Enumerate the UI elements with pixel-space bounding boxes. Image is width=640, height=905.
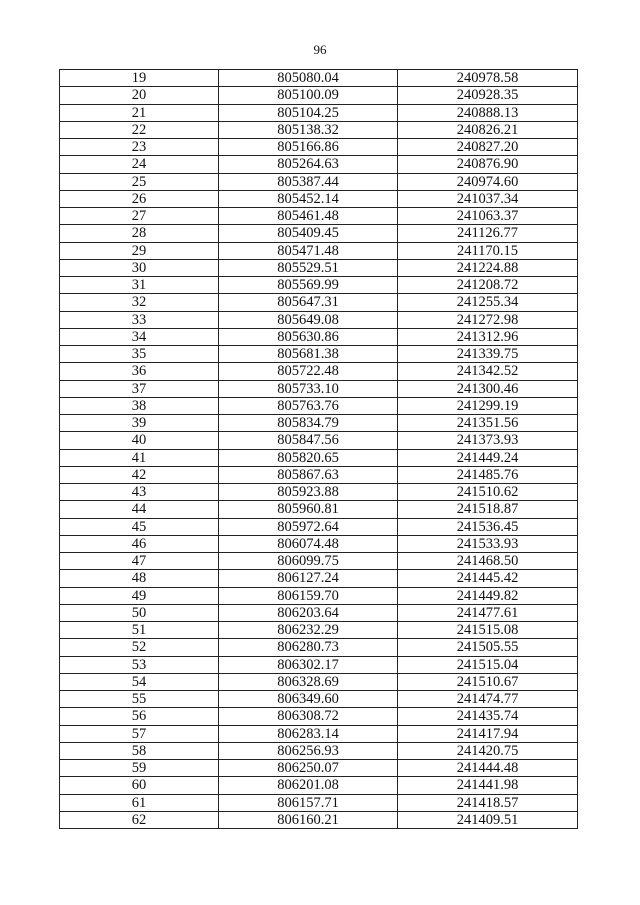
table-row [60,570,578,587]
y-coordinate-cell: 241420.75 [398,742,578,759]
y-coordinate-cell: 241444.48 [398,760,578,777]
x-coordinate-cell: 806074.48 [219,535,398,552]
table-row [60,725,578,742]
table-row [60,139,578,156]
point-number-cell: 41 [60,449,219,466]
table-row [60,742,578,759]
point-number-cell: 30 [60,259,219,276]
y-coordinate-cell: 241505.55 [398,639,578,656]
x-coordinate-cell: 805681.38 [219,346,398,363]
y-coordinate-cell: 241468.50 [398,553,578,570]
x-coordinate-cell: 806159.70 [219,587,398,604]
y-coordinate-cell: 241342.52 [398,363,578,380]
y-coordinate-cell: 241536.45 [398,518,578,535]
y-coordinate-cell: 241255.34 [398,294,578,311]
y-coordinate-cell: 240888.13 [398,104,578,121]
y-coordinate-cell: 241409.51 [398,811,578,828]
table-row [60,794,578,811]
x-coordinate-cell: 805649.08 [219,311,398,328]
x-coordinate-cell: 806127.24 [219,570,398,587]
table-row [60,656,578,673]
x-coordinate-cell: 806328.69 [219,673,398,690]
point-number-cell: 56 [60,708,219,725]
x-coordinate-cell: 805867.63 [219,466,398,483]
x-coordinate-cell: 805100.09 [219,87,398,104]
point-number-cell: 20 [60,87,219,104]
point-number-cell: 50 [60,604,219,621]
x-coordinate-cell: 806099.75 [219,553,398,570]
point-number-cell: 29 [60,242,219,259]
coordinates-table-body [60,70,578,829]
table-row [60,156,578,173]
point-number-cell: 31 [60,277,219,294]
table-row [60,277,578,294]
x-coordinate-cell: 805461.48 [219,208,398,225]
y-coordinate-cell: 240826.21 [398,121,578,138]
x-coordinate-cell: 806157.71 [219,794,398,811]
y-coordinate-cell: 241300.46 [398,380,578,397]
table-row [60,397,578,414]
table-row [60,208,578,225]
x-coordinate-cell: 805471.48 [219,242,398,259]
y-coordinate-cell: 241170.15 [398,242,578,259]
x-coordinate-cell: 806203.64 [219,604,398,621]
x-coordinate-cell: 805630.86 [219,328,398,345]
y-coordinate-cell: 241449.24 [398,449,578,466]
x-coordinate-cell: 806302.17 [219,656,398,673]
x-coordinate-cell: 806232.29 [219,622,398,639]
point-number-cell: 60 [60,777,219,794]
table-row [60,363,578,380]
table-row [60,432,578,449]
x-coordinate-cell: 805763.76 [219,397,398,414]
point-number-cell: 36 [60,363,219,380]
point-number-cell: 54 [60,673,219,690]
table-row [60,673,578,690]
table-row [60,259,578,276]
table-row [60,587,578,604]
point-number-cell: 21 [60,104,219,121]
point-number-cell: 43 [60,484,219,501]
point-number-cell: 49 [60,587,219,604]
point-number-cell: 33 [60,311,219,328]
x-coordinate-cell: 806201.08 [219,777,398,794]
x-coordinate-cell: 805820.65 [219,449,398,466]
x-coordinate-cell: 805409.45 [219,225,398,242]
x-coordinate-cell: 805960.81 [219,501,398,518]
y-coordinate-cell: 241477.61 [398,604,578,621]
table-row [60,242,578,259]
y-coordinate-cell: 240928.35 [398,87,578,104]
x-coordinate-cell: 805080.04 [219,70,398,87]
table-row [60,415,578,432]
y-coordinate-cell: 241485.76 [398,466,578,483]
table-row [60,760,578,777]
point-number-cell: 34 [60,328,219,345]
table-row [60,104,578,121]
y-coordinate-cell: 241441.98 [398,777,578,794]
table-row [60,225,578,242]
x-coordinate-cell: 805923.88 [219,484,398,501]
x-coordinate-cell: 805847.56 [219,432,398,449]
y-coordinate-cell: 240978.58 [398,70,578,87]
point-number-cell: 22 [60,121,219,138]
y-coordinate-cell: 241224.88 [398,259,578,276]
y-coordinate-cell: 241417.94 [398,725,578,742]
table-row [60,622,578,639]
y-coordinate-cell: 241351.56 [398,415,578,432]
x-coordinate-cell: 806280.73 [219,639,398,656]
point-number-cell: 61 [60,794,219,811]
x-coordinate-cell: 806349.60 [219,691,398,708]
point-number-cell: 27 [60,208,219,225]
table-row [60,535,578,552]
x-coordinate-cell: 805529.51 [219,259,398,276]
table-row [60,484,578,501]
y-coordinate-cell: 241208.72 [398,277,578,294]
table-row [60,639,578,656]
table-row [60,380,578,397]
x-coordinate-cell: 805104.25 [219,104,398,121]
x-coordinate-cell: 805834.79 [219,415,398,432]
table-row [60,294,578,311]
table-row [60,466,578,483]
y-coordinate-cell: 241449.82 [398,587,578,604]
point-number-cell: 45 [60,518,219,535]
x-coordinate-cell: 806250.07 [219,760,398,777]
y-coordinate-cell: 241063.37 [398,208,578,225]
point-number-cell: 26 [60,190,219,207]
table-row [60,811,578,828]
y-coordinate-cell: 241272.98 [398,311,578,328]
point-number-cell: 35 [60,346,219,363]
y-coordinate-cell: 241515.08 [398,622,578,639]
y-coordinate-cell: 240876.90 [398,156,578,173]
point-number-cell: 62 [60,811,219,828]
x-coordinate-cell: 805138.32 [219,121,398,138]
page-number: 96 [313,42,327,57]
point-number-cell: 53 [60,656,219,673]
point-number-cell: 51 [60,622,219,639]
x-coordinate-cell: 806308.72 [219,708,398,725]
point-number-cell: 52 [60,639,219,656]
table-row [60,777,578,794]
y-coordinate-cell: 241418.57 [398,794,578,811]
table-row [60,87,578,104]
x-coordinate-cell: 805166.86 [219,139,398,156]
x-coordinate-cell: 805569.99 [219,277,398,294]
point-number-cell: 32 [60,294,219,311]
y-coordinate-cell: 241474.77 [398,691,578,708]
point-number-cell: 28 [60,225,219,242]
table-row [60,604,578,621]
point-number-cell: 58 [60,742,219,759]
x-coordinate-cell: 805452.14 [219,190,398,207]
table-row [60,553,578,570]
y-coordinate-cell: 241339.75 [398,346,578,363]
x-coordinate-cell: 806283.14 [219,725,398,742]
y-coordinate-cell: 241037.34 [398,190,578,207]
coordinates-table [59,69,578,829]
point-number-cell: 47 [60,553,219,570]
y-coordinate-cell: 241510.62 [398,484,578,501]
x-coordinate-cell: 805972.64 [219,518,398,535]
table-row [60,518,578,535]
y-coordinate-cell: 240974.60 [398,173,578,190]
x-coordinate-cell: 806256.93 [219,742,398,759]
y-coordinate-cell: 241373.93 [398,432,578,449]
point-number-cell: 24 [60,156,219,173]
point-number-cell: 25 [60,173,219,190]
x-coordinate-cell: 805733.10 [219,380,398,397]
point-number-cell: 48 [60,570,219,587]
y-coordinate-cell: 240827.20 [398,139,578,156]
table-row [60,121,578,138]
y-coordinate-cell: 241518.87 [398,501,578,518]
y-coordinate-cell: 241299.19 [398,397,578,414]
y-coordinate-cell: 241312.96 [398,328,578,345]
table-row [60,70,578,87]
point-number-cell: 37 [60,380,219,397]
y-coordinate-cell: 241510.67 [398,673,578,690]
point-number-cell: 59 [60,760,219,777]
point-number-cell: 44 [60,501,219,518]
y-coordinate-cell: 241126.77 [398,225,578,242]
table-row [60,708,578,725]
point-number-cell: 40 [60,432,219,449]
y-coordinate-cell: 241445.42 [398,570,578,587]
point-number-cell: 42 [60,466,219,483]
y-coordinate-cell: 241515.04 [398,656,578,673]
x-coordinate-cell: 806160.21 [219,811,398,828]
point-number-cell: 39 [60,415,219,432]
table-row [60,346,578,363]
table-row [60,311,578,328]
table-row [60,328,578,345]
point-number-cell: 23 [60,139,219,156]
table-row [60,691,578,708]
x-coordinate-cell: 805647.31 [219,294,398,311]
y-coordinate-cell: 241533.93 [398,535,578,552]
point-number-cell: 46 [60,535,219,552]
table-row [60,501,578,518]
table-row [60,190,578,207]
x-coordinate-cell: 805264.63 [219,156,398,173]
point-number-cell: 38 [60,397,219,414]
point-number-cell: 55 [60,691,219,708]
x-coordinate-cell: 805722.48 [219,363,398,380]
table-row [60,449,578,466]
table-row [60,173,578,190]
point-number-cell: 57 [60,725,219,742]
y-coordinate-cell: 241435.74 [398,708,578,725]
x-coordinate-cell: 805387.44 [219,173,398,190]
point-number-cell: 19 [60,70,219,87]
